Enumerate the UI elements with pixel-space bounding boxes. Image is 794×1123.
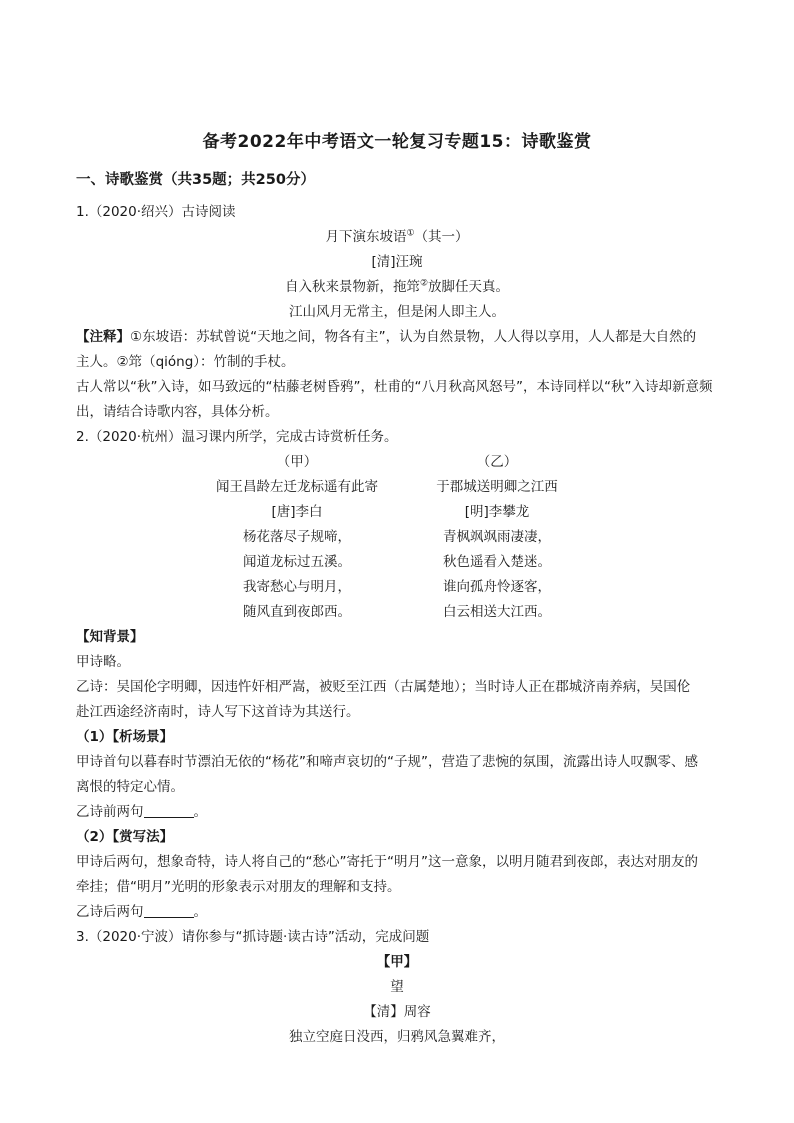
- q2-sub1-line-1: 甲诗首句以暮春时节漂泊无依的“杨花”和啼声哀切的“子规”，营造了悲惋的氛围，流露出诗人叹飘零、感: [76, 754, 698, 770]
- q1-poem-line-2: 江山风月无常主，但是闲人即主人。: [289, 304, 505, 320]
- section-heading: 一、诗歌鉴赏（共35题；共250分）: [76, 172, 315, 188]
- q2-sub1-line-2: 离恨的特定心情。: [76, 779, 184, 795]
- q3-poem-tag: 【甲】: [376, 954, 418, 970]
- q2-poem-row: [76, 550, 718, 575]
- q2-sub1-answer-prefix: 乙诗前两句: [76, 804, 144, 820]
- q2-background-yi-line-2: 赴江西途经济南时，诗人写下这首诗为其送行。: [76, 704, 360, 720]
- q3-poem-title: 望: [390, 979, 404, 995]
- q2-header: 2.（2020·杭州）温习课内所学，完成古诗赏析任务。: [76, 429, 398, 445]
- q2-background-yi-line-1: 乙诗：吴国伦字明卿，因违忤奸相严嵩，被贬至江西（古属楚地）；当时诗人正在郡城济南养病，吴国伦: [76, 679, 691, 695]
- q2-poem-row: [76, 475, 718, 500]
- q2-sub2-line-1: 甲诗后两句，想象奇特，诗人将自己的“愁心”寄托于“明月”这一意象，以明月随君到夜郎，表达对朋友的: [76, 854, 698, 870]
- poem-yi-author: [明]李攀龙: [464, 504, 530, 520]
- poem-jia-author: [唐]李白: [271, 504, 323, 520]
- q1-question-line-1: 古人常以“秋”入诗，如马致远的“枯藤老树昏鸦”，杜甫的“八月秋高风怒号”，本诗同样以“秋”入诗却新意频: [76, 379, 713, 395]
- q2-poem-row: [76, 525, 718, 550]
- q1-poem-title-tail: （其一）: [414, 229, 469, 245]
- q2-sub2-label: （2）【赏写法】: [76, 829, 174, 845]
- q1-note-line-1: ①东坡语：苏轼曾说“天地之间，物各有主”，认为自然景物，人人得以享用，人人都是大自然的: [130, 329, 697, 345]
- q2-sub2-answer-prefix: 乙诗后两句: [76, 904, 144, 920]
- q2-sub2-line-2: 牵挂；借“明月”光明的形象表示对朋友的理解和支持。: [76, 879, 401, 895]
- answer-blank[interactable]: [144, 903, 194, 918]
- q1-poem-author: [清]汪琬: [371, 254, 423, 270]
- q1-poem-title-text: 月下演东坡语: [325, 229, 407, 245]
- q3-poem-line-1: 独立空庭日没西，归鸦风急翼难齐，: [289, 1029, 505, 1045]
- footnote-marker-2: ②: [419, 278, 429, 289]
- poem-jia-tag: （甲）: [276, 454, 318, 470]
- q1-poem-line-1: [76, 275, 718, 300]
- poem-yi-line: 谁向孤舟怜逐客，: [443, 579, 551, 595]
- q2-poem-row: [76, 575, 718, 600]
- document-title: 备考2022年中考语文一轮复习专题15：诗歌鉴赏: [202, 132, 592, 152]
- poem-jia-title: 闻王昌龄左迁龙标遥有此寄: [216, 479, 378, 495]
- q2-sub2-answer: [76, 900, 718, 925]
- q1-question-line-2: 出，请结合诗歌内容，具体分析。: [76, 404, 279, 420]
- q2-sub1-answer: [76, 800, 718, 825]
- q2-sub1-label: （1）【析场景】: [76, 729, 174, 745]
- poem-jia-line: 随风直到夜郎西。: [243, 604, 351, 620]
- document-body: [76, 200, 718, 1050]
- q1-line1-b: 放脚任天真。: [428, 279, 510, 295]
- poem-yi-tag: （乙）: [476, 454, 518, 470]
- poem-yi-title: 于郡城送明卿之江西: [436, 479, 558, 495]
- q1-note-label: 【注释】: [76, 329, 130, 345]
- q1-header: 1.（2020·绍兴）古诗阅读: [76, 204, 236, 220]
- poem-yi-line: 秋色遥看入楚迷。: [443, 554, 551, 570]
- q1-poem-title: [76, 225, 718, 250]
- q2-background-jia: 甲诗略。: [76, 654, 130, 670]
- poem-jia-line: 闻道龙标过五溪。: [243, 554, 351, 570]
- q2-sub2-answer-suffix: 。: [193, 904, 207, 920]
- q1-note-line-2: 主人。②筇（qióng）：竹制的手杖。: [76, 354, 295, 370]
- poem-yi-line: 白云相送大江西。: [443, 604, 551, 620]
- footnote-marker-1: ①: [406, 228, 415, 239]
- answer-blank[interactable]: [144, 803, 194, 818]
- q3-poem-author: 【清】周容: [363, 1004, 431, 1020]
- q2-poem-row: [76, 600, 718, 625]
- q2-background-label: 【知背景】: [76, 629, 144, 645]
- poem-jia-line: 我寄愁心与明月，: [243, 579, 351, 595]
- q3-header: 3.（2020·宁波）请你参与“抓诗题·读古诗”活动，完成问题: [76, 929, 430, 945]
- poem-yi-line: 青枫飒飒雨凄凄，: [443, 529, 551, 545]
- poem-jia-line: 杨花落尽子规啼，: [243, 529, 351, 545]
- q1-line1-a: 自入秋来景物新，拖筇: [284, 279, 420, 295]
- q2-poem-row: [76, 450, 718, 475]
- q2-poem-row: [76, 500, 718, 525]
- q1-note: [76, 325, 718, 350]
- q2-sub1-answer-suffix: 。: [193, 804, 207, 820]
